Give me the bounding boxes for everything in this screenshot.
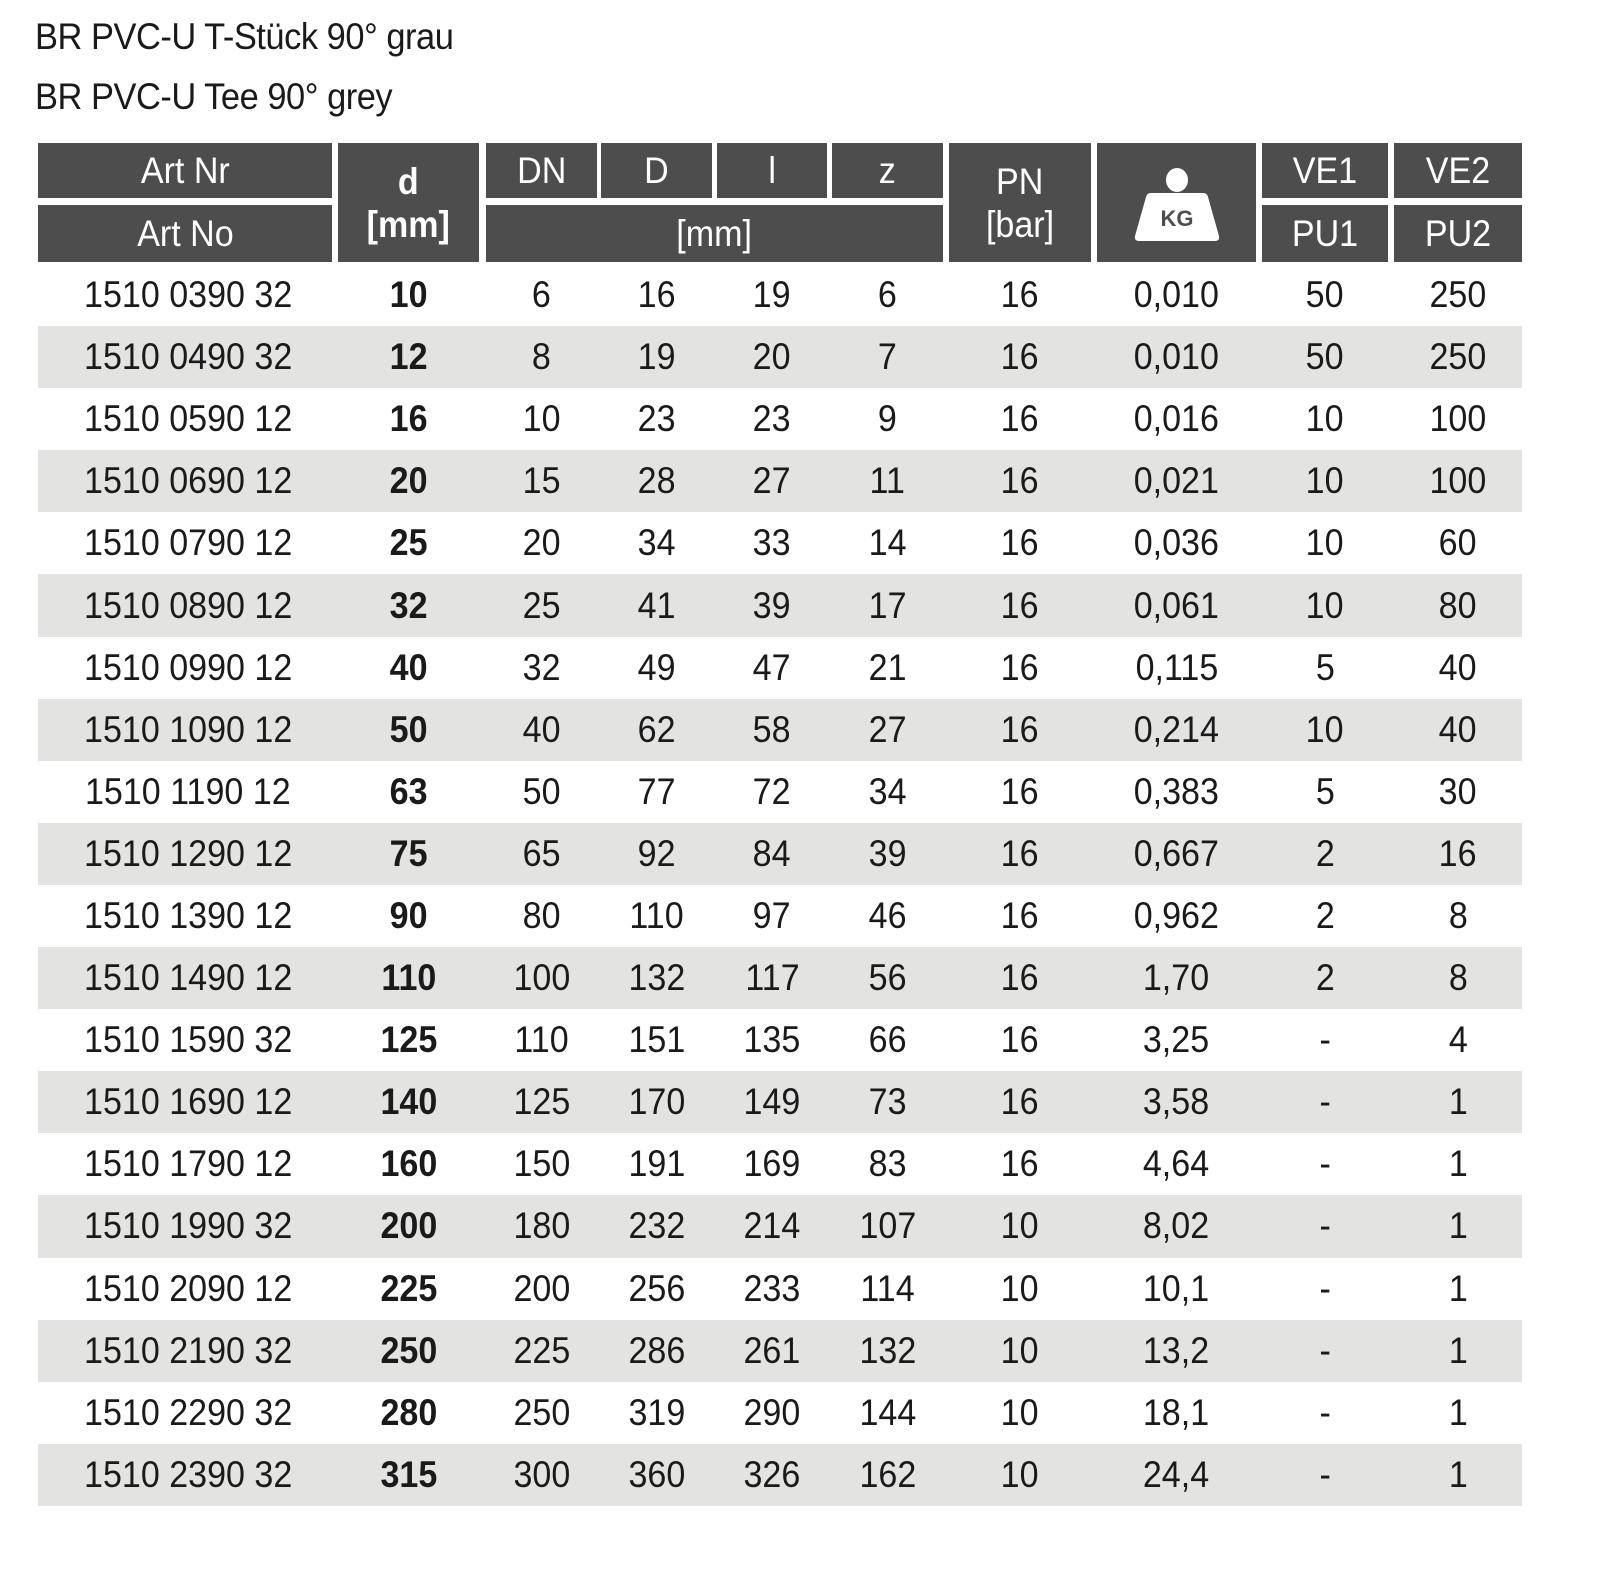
cell-pn: 16 <box>1001 584 1039 626</box>
cell-z: 27 <box>868 708 907 750</box>
header-pn <box>949 143 1091 262</box>
cell-l: 97 <box>753 894 791 936</box>
cell-ve2: 100 <box>1429 398 1487 440</box>
cell-d: 25 <box>389 522 428 564</box>
cell-d: 125 <box>380 1019 437 1061</box>
svg-text:KG: KG <box>1160 205 1193 231</box>
cell-kg: 0,010 <box>1133 336 1220 378</box>
cell-z: 34 <box>868 770 907 812</box>
cell-l: 72 <box>753 770 791 812</box>
table-row <box>38 574 1522 636</box>
header-art-nr <box>38 143 332 198</box>
header-pu1 <box>1262 205 1388 262</box>
header-dim-unit-label: [mm] <box>676 213 753 254</box>
table-row <box>38 326 1522 388</box>
cell-ve1: - <box>1319 1329 1331 1371</box>
table-row <box>38 1382 1522 1444</box>
cell-kg: 0,016 <box>1133 398 1220 440</box>
cell-kg: 3,58 <box>1143 1081 1210 1123</box>
cell-l: 135 <box>743 1019 801 1061</box>
cell-kg: 0,383 <box>1133 770 1220 812</box>
cell-kg: 3,25 <box>1143 1019 1210 1061</box>
cell-d: 200 <box>380 1205 437 1247</box>
cell-D: 232 <box>628 1205 685 1247</box>
kg-weight-icon <box>1129 163 1225 243</box>
table-row <box>38 699 1522 761</box>
table-row <box>38 450 1522 512</box>
header-weight <box>1097 143 1256 262</box>
cell-dn: 8 <box>532 336 551 378</box>
cell-ve2: 30 <box>1439 770 1477 812</box>
header-dim-unit <box>486 205 943 262</box>
header-pn-label: PN <box>996 160 1044 202</box>
cell-l: 214 <box>743 1205 801 1247</box>
cell-l: 326 <box>743 1453 801 1495</box>
cell-art-no: 1510 1090 12 <box>83 708 293 750</box>
cell-ve1: 10 <box>1306 708 1344 750</box>
cell-ve1: 10 <box>1306 460 1344 502</box>
cell-z: 14 <box>868 522 907 564</box>
header-pu1-label: PU1 <box>1291 213 1359 254</box>
header-ve1-label: VE1 <box>1292 150 1358 191</box>
header-l-label: l <box>768 150 776 191</box>
cell-z: 162 <box>859 1453 916 1495</box>
cell-D: 132 <box>628 957 685 999</box>
cell-ve1: 50 <box>1306 274 1344 316</box>
cell-kg: 0,962 <box>1133 894 1220 936</box>
cell-d: 225 <box>380 1267 437 1309</box>
cell-ve2: 60 <box>1439 522 1477 564</box>
table-row <box>38 761 1522 823</box>
cell-pn: 16 <box>1001 646 1039 688</box>
cell-l: 84 <box>753 832 791 874</box>
header-art-nr-label: Art Nr <box>140 150 230 191</box>
cell-d: 63 <box>389 770 428 812</box>
cell-pn: 10 <box>1001 1329 1039 1371</box>
cell-z: 17 <box>868 584 907 626</box>
cell-art-no: 1510 0490 32 <box>83 336 293 378</box>
header-D <box>601 143 712 198</box>
cell-art-no: 1510 1990 32 <box>83 1205 293 1247</box>
cell-z: 73 <box>868 1081 907 1123</box>
cell-D: 256 <box>628 1267 685 1309</box>
cell-D: 286 <box>628 1329 685 1371</box>
cell-dn: 80 <box>522 894 561 936</box>
cell-pn: 16 <box>1001 336 1039 378</box>
cell-z: 21 <box>868 646 907 688</box>
cell-ve1: - <box>1319 1019 1331 1061</box>
cell-kg: 0,214 <box>1133 708 1220 750</box>
cell-ve1: - <box>1319 1453 1331 1495</box>
cell-ve2: 4 <box>1448 1019 1468 1061</box>
cell-pn: 10 <box>1001 1391 1039 1433</box>
cell-pn: 10 <box>1001 1453 1039 1495</box>
header-d-label: d <box>398 160 419 202</box>
header-d-unit: [mm] <box>366 203 451 245</box>
cell-dn: 10 <box>522 398 561 440</box>
cell-D: 19 <box>637 336 676 378</box>
cell-pn: 16 <box>1001 894 1039 936</box>
cell-kg: 1,70 <box>1143 957 1210 999</box>
cell-l: 233 <box>743 1267 801 1309</box>
cell-D: 49 <box>637 646 676 688</box>
cell-l: 169 <box>743 1143 801 1185</box>
cell-ve2: 40 <box>1439 708 1477 750</box>
cell-d: 160 <box>380 1143 437 1185</box>
cell-pn: 16 <box>1001 708 1039 750</box>
cell-D: 41 <box>637 584 676 626</box>
table-body <box>38 264 1522 1506</box>
cell-z: 66 <box>868 1019 907 1061</box>
cell-d: 40 <box>389 646 428 688</box>
cell-d: 75 <box>389 832 428 874</box>
cell-pn: 16 <box>1001 1019 1039 1061</box>
cell-pn: 16 <box>1001 274 1039 316</box>
cell-art-no: 1510 1190 12 <box>85 770 291 812</box>
cell-z: 56 <box>868 957 907 999</box>
header-z <box>832 143 943 198</box>
cell-z: 39 <box>868 832 907 874</box>
cell-d: 16 <box>389 398 428 440</box>
cell-art-no: 1510 0990 12 <box>83 646 293 688</box>
cell-d: 90 <box>389 894 428 936</box>
cell-pn: 16 <box>1001 957 1039 999</box>
title-german: BR PVC-U T-Stück 90° grau <box>35 16 454 57</box>
cell-ve1: 5 <box>1315 770 1335 812</box>
header-art-no <box>38 205 332 262</box>
cell-kg: 13,2 <box>1143 1329 1210 1371</box>
header-ve2 <box>1394 143 1522 198</box>
table-row <box>38 1133 1522 1195</box>
header-pu2-label: PU2 <box>1424 213 1492 254</box>
cell-l: 261 <box>743 1329 801 1371</box>
cell-art-no: 1510 1390 12 <box>83 894 293 936</box>
cell-ve2: 40 <box>1439 646 1477 688</box>
cell-pn: 16 <box>1001 832 1039 874</box>
cell-D: 16 <box>637 274 676 316</box>
cell-kg: 0,010 <box>1133 274 1220 316</box>
cell-z: 144 <box>859 1391 916 1433</box>
cell-d: 10 <box>389 274 428 316</box>
cell-ve2: 80 <box>1439 584 1477 626</box>
cell-l: 20 <box>753 336 791 378</box>
cell-l: 47 <box>753 646 791 688</box>
cell-dn: 300 <box>513 1453 570 1495</box>
cell-ve2: 100 <box>1429 460 1487 502</box>
title-english: BR PVC-U Tee 90° grey <box>35 76 393 117</box>
header-D-label: D <box>644 150 669 191</box>
cell-d: 12 <box>389 336 428 378</box>
cell-d: 280 <box>380 1391 437 1433</box>
header-d <box>338 143 479 262</box>
cell-ve1: 2 <box>1315 957 1335 999</box>
cell-ve2: 1 <box>1448 1081 1468 1123</box>
cell-dn: 20 <box>522 522 561 564</box>
cell-z: 46 <box>868 894 907 936</box>
cell-dn: 25 <box>522 584 561 626</box>
cell-kg: 8,02 <box>1143 1205 1210 1247</box>
cell-art-no: 1510 1490 12 <box>83 957 293 999</box>
cell-art-no: 1510 0790 12 <box>83 522 293 564</box>
cell-D: 170 <box>628 1081 685 1123</box>
cell-dn: 110 <box>514 1019 569 1061</box>
cell-art-no: 1510 0690 12 <box>83 460 293 502</box>
cell-art-no: 1510 1290 12 <box>83 832 293 874</box>
cell-pn: 16 <box>1001 460 1039 502</box>
table-row <box>38 1009 1522 1071</box>
cell-ve1: 10 <box>1306 522 1344 564</box>
cell-dn: 200 <box>513 1267 570 1309</box>
cell-art-no: 1510 1790 12 <box>83 1143 293 1185</box>
cell-pn: 10 <box>1001 1205 1039 1247</box>
cell-kg: 0,115 <box>1135 646 1218 688</box>
cell-art-no: 1510 2090 12 <box>83 1267 293 1309</box>
cell-ve2: 1 <box>1448 1391 1468 1433</box>
header-l <box>717 143 827 198</box>
cell-z: 9 <box>878 398 897 440</box>
cell-ve1: 2 <box>1315 832 1335 874</box>
cell-art-no: 1510 0890 12 <box>83 584 293 626</box>
table-row <box>38 264 1522 326</box>
cell-l: 27 <box>753 460 791 502</box>
header-dn <box>486 143 597 198</box>
cell-dn: 32 <box>522 646 561 688</box>
cell-dn: 65 <box>522 832 561 874</box>
cell-art-no: 1510 2390 32 <box>83 1453 293 1495</box>
cell-ve2: 1 <box>1448 1453 1468 1495</box>
cell-art-no: 1510 2290 32 <box>83 1391 293 1433</box>
cell-kg: 4,64 <box>1143 1143 1210 1185</box>
cell-l: 33 <box>753 522 791 564</box>
cell-ve1: 10 <box>1306 398 1344 440</box>
table-row <box>38 388 1522 450</box>
cell-pn: 16 <box>1001 1143 1039 1185</box>
table-row <box>38 947 1522 1009</box>
cell-D: 92 <box>637 832 676 874</box>
cell-l: 290 <box>743 1391 801 1433</box>
cell-l: 19 <box>753 274 791 316</box>
cell-D: 28 <box>637 460 676 502</box>
cell-kg: 0,061 <box>1133 584 1220 626</box>
header-dn-label: DN <box>516 150 567 191</box>
cell-ve2: 250 <box>1429 336 1487 378</box>
cell-z: 7 <box>878 336 897 378</box>
cell-kg: 10,1 <box>1143 1267 1210 1309</box>
cell-d: 32 <box>389 584 428 626</box>
cell-art-no: 1510 1690 12 <box>83 1081 293 1123</box>
cell-pn: 16 <box>1001 1081 1039 1123</box>
cell-dn: 180 <box>513 1205 570 1247</box>
header-z-label: z <box>878 150 897 191</box>
cell-d: 110 <box>381 957 436 999</box>
cell-z: 114 <box>860 1267 915 1309</box>
cell-ve1: - <box>1319 1143 1331 1185</box>
header-ve1 <box>1262 143 1388 198</box>
cell-kg: 0,667 <box>1133 832 1220 874</box>
cell-l: 39 <box>753 584 791 626</box>
cell-d: 315 <box>380 1453 437 1495</box>
cell-dn: 15 <box>522 460 561 502</box>
cell-d: 250 <box>380 1329 437 1371</box>
cell-d: 20 <box>389 460 428 502</box>
cell-z: 83 <box>868 1143 907 1185</box>
header-ve2-label: VE2 <box>1425 150 1491 191</box>
header-pu2 <box>1394 205 1522 262</box>
cell-ve1: 10 <box>1306 584 1344 626</box>
cell-l: 58 <box>753 708 791 750</box>
table-row <box>38 1320 1522 1382</box>
header-art-no-label: Art No <box>136 213 234 254</box>
cell-pn: 16 <box>1001 770 1039 812</box>
cell-kg: 18,1 <box>1143 1391 1210 1433</box>
cell-d: 50 <box>389 708 428 750</box>
cell-ve1: 2 <box>1315 894 1335 936</box>
cell-ve2: 1 <box>1448 1329 1468 1371</box>
cell-dn: 125 <box>513 1081 570 1123</box>
table-row <box>38 823 1522 885</box>
cell-D: 360 <box>628 1453 685 1495</box>
cell-dn: 225 <box>513 1329 570 1371</box>
cell-art-no: 1510 2190 32 <box>83 1329 293 1371</box>
table-row <box>38 885 1522 947</box>
cell-D: 191 <box>628 1143 685 1185</box>
cell-ve1: - <box>1319 1081 1331 1123</box>
cell-pn: 10 <box>1001 1267 1039 1309</box>
cell-art-no: 1510 0390 32 <box>83 274 293 316</box>
cell-d: 140 <box>380 1081 437 1123</box>
cell-ve1: - <box>1319 1391 1331 1433</box>
cell-ve1: - <box>1319 1205 1331 1247</box>
cell-ve2: 1 <box>1448 1143 1468 1185</box>
cell-D: 34 <box>637 522 676 564</box>
cell-z: 11 <box>869 460 906 502</box>
cell-D: 151 <box>628 1019 685 1061</box>
cell-ve1: 50 <box>1306 336 1344 378</box>
cell-D: 77 <box>637 770 676 812</box>
cell-ve2: 8 <box>1448 894 1468 936</box>
cell-z: 107 <box>859 1205 916 1247</box>
cell-l: 23 <box>753 398 791 440</box>
header-pn-unit: [bar] <box>985 203 1055 245</box>
table-row <box>38 1258 1522 1320</box>
cell-D: 62 <box>637 708 676 750</box>
cell-dn: 6 <box>532 274 551 316</box>
cell-ve2: 1 <box>1448 1205 1468 1247</box>
cell-dn: 150 <box>513 1143 570 1185</box>
table-row <box>38 1195 1522 1257</box>
cell-pn: 16 <box>1001 398 1039 440</box>
cell-art-no: 1510 0590 12 <box>83 398 293 440</box>
cell-D: 110 <box>629 894 684 936</box>
cell-D: 23 <box>637 398 676 440</box>
cell-l: 117 <box>744 957 800 999</box>
table-row <box>38 512 1522 574</box>
cell-z: 6 <box>878 274 897 316</box>
cell-art-no: 1510 1590 32 <box>83 1019 293 1061</box>
cell-pn: 16 <box>1001 522 1039 564</box>
cell-kg: 0,036 <box>1133 522 1220 564</box>
cell-kg: 24,4 <box>1143 1453 1210 1495</box>
cell-z: 132 <box>859 1329 916 1371</box>
cell-ve1: - <box>1319 1267 1331 1309</box>
cell-ve2: 16 <box>1439 832 1477 874</box>
cell-ve2: 250 <box>1429 274 1487 316</box>
cell-ve1: 5 <box>1315 646 1335 688</box>
table-row <box>38 1444 1522 1506</box>
cell-kg: 0,021 <box>1133 460 1220 502</box>
cell-ve2: 1 <box>1448 1267 1468 1309</box>
cell-D: 319 <box>628 1391 685 1433</box>
table-row <box>38 1071 1522 1133</box>
table-row <box>38 637 1522 699</box>
cell-dn: 250 <box>513 1391 570 1433</box>
cell-dn: 50 <box>522 770 561 812</box>
cell-l: 149 <box>743 1081 801 1123</box>
cell-dn: 40 <box>522 708 561 750</box>
cell-ve2: 8 <box>1448 957 1468 999</box>
cell-dn: 100 <box>513 957 570 999</box>
